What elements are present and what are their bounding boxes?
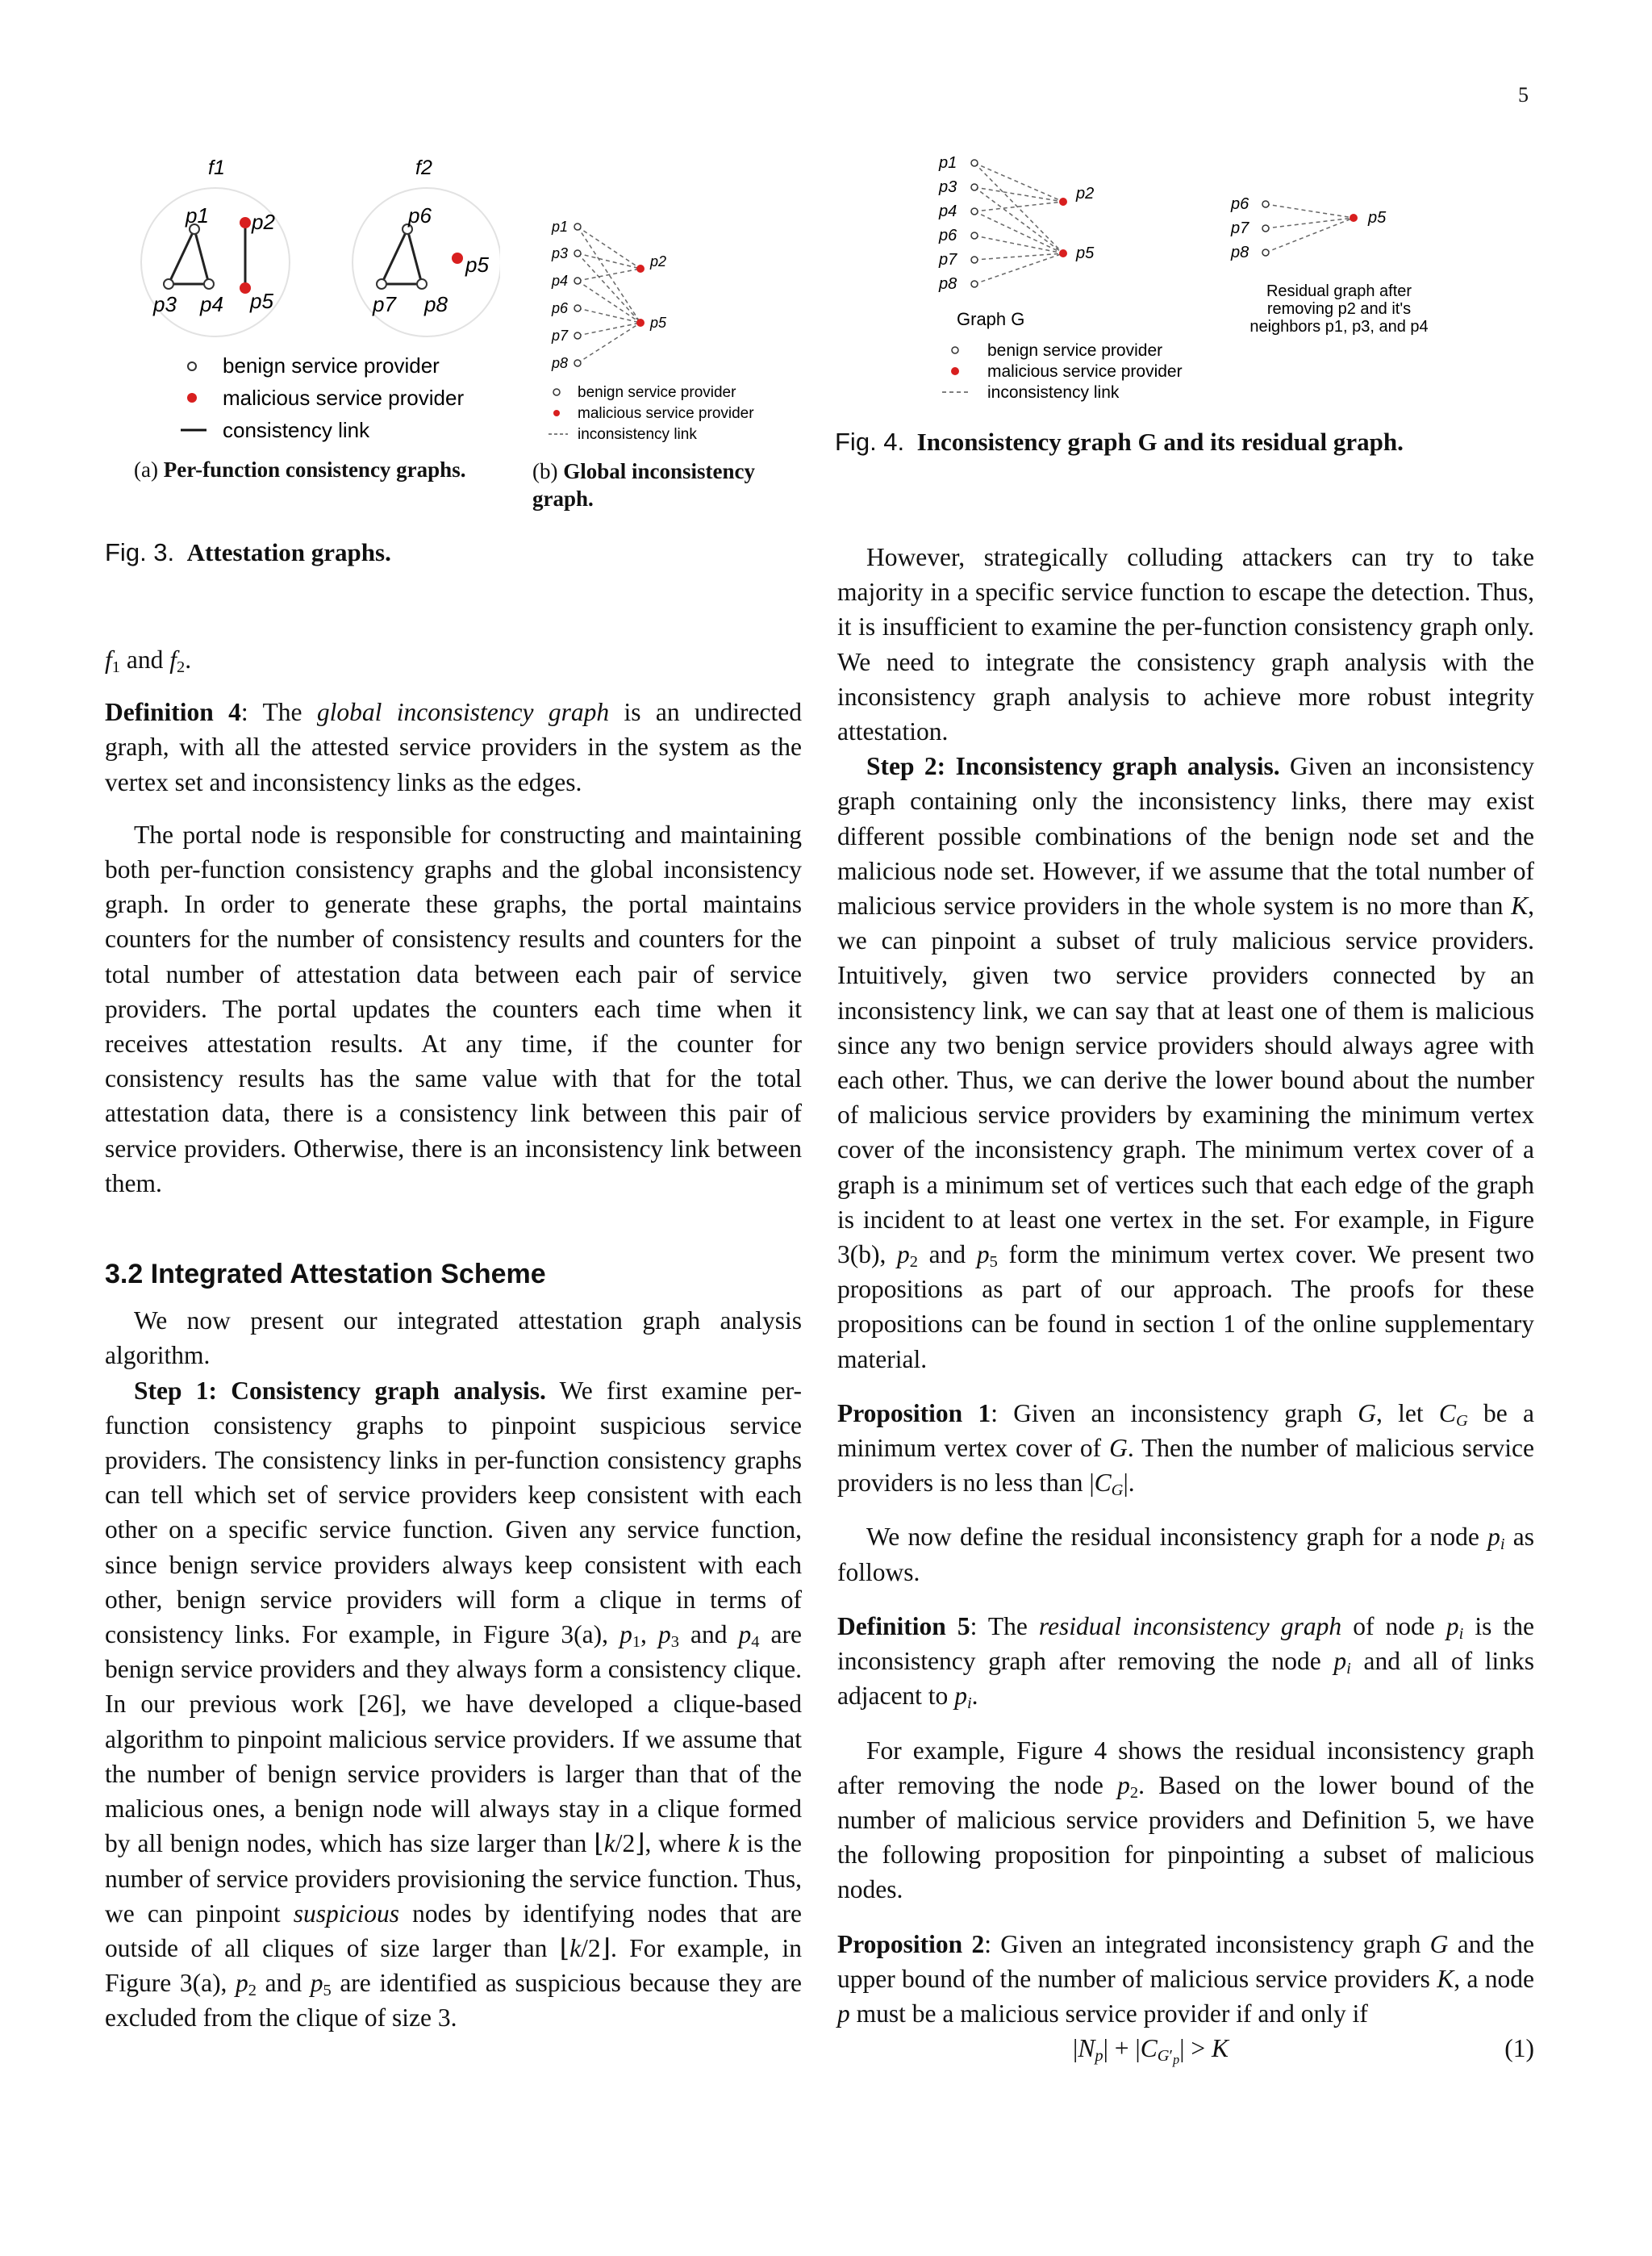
svg-text:p6: p6 [939,227,957,244]
para-however: However, strategically colluding attackers can try to take majority in a specific service function to escape the detection. Thus, it is insufficient to examine the per-function consistency graph only. We need to integrate the consistency graph analysis with the inconsistency graph analysis to achieve more robust integrity attestation. [837,543,1534,746]
svg-text:p3: p3 [552,245,569,261]
node-p7 [377,279,386,289]
svg-text:malicious service provider: malicious service provider [578,405,754,422]
node-p5 [636,319,645,327]
svg-text:p3: p3 [153,292,177,316]
svg-text:p7: p7 [939,251,957,269]
fig4-graph [928,145,1444,403]
svg-text:p8: p8 [1231,244,1249,261]
svg-text:inconsistency link: inconsistency link [578,426,697,443]
svg-text:p2: p2 [650,253,667,269]
graph-g-label: Graph G [957,309,1025,329]
svg-text:neighbors p1, p3, and p4: neighbors p1, p3, and p4 [1249,318,1429,336]
para-portal: The portal node is responsible for constructing and maintaining both per-function consistency graphs and the global inconsistency graph. In order to generate these graphs, the portal maintains counters for the number of consistency results and counters for the total number of attestation data between each pair of service providers. The portal updates the counters each time when it receives attestation results. At any time, if the counter for consistency results has the same value with that for the total attestation data, there is a consistency link between this pair of service providers. Otherwise, there is an inconsistency link between them. [105,820,802,1197]
f2-label: f2 [415,157,432,179]
svg-text:benign service provider: benign service provider [578,384,736,401]
node-p3 [164,279,173,289]
svg-text:p5: p5 [1076,244,1095,262]
svg-text:p1: p1 [186,203,209,228]
svg-text:p5: p5 [650,315,667,331]
svg-text:p4: p4 [552,273,569,289]
fig4-caption: Fig. 4. Inconsistency graph G and its residual graph. [835,428,1404,456]
svg-text:p7: p7 [552,328,569,344]
svg-text:p8: p8 [424,292,448,316]
node-p5 [240,282,251,294]
node-p4 [204,279,214,289]
fragment-line: $f_1$ and $f_2$. [105,645,192,677]
node-p5b [452,253,463,264]
fig3b-caption: (b) Global inconsistency graph. [532,459,756,511]
fig3-caption: Fig. 3. Attestation graphs. [105,538,391,566]
definition-5: Definition 5: The residual inconsistency graph of node $p_i$ is the inconsistency graph after removing the node $p_i$ and all of links adjacent to $p_i$. [837,1611,1535,1713]
right-column [837,540,1534,2070]
svg-text:p1: p1 [552,219,569,235]
svg-text:p4: p4 [200,292,223,316]
para-example: For example, Figure 4 shows the residual inconsistency graph after removing the node $p_2$. Based on the lower bound of the number of malicious service providers and Definition 5, we have the following proposition for pinpointing a subset of malicious nodes. [837,1736,1534,1904]
svg-text:p6: p6 [552,300,569,316]
proposition-1: Proposition 1: Given an inconsistency graph G, let $C_G$ be a minimum vertex cover of G. Then the number of malicious service providers is no less than $|C_G|$. [837,1398,1535,1500]
node-p8 [417,279,427,289]
equation-1: $|N_p| + |C_{G'_p}| > K$ (1) [837,2031,1534,2070]
svg-text:p5: p5 [250,289,273,313]
node-p2 [636,265,645,273]
svg-text:p3: p3 [939,178,957,196]
fig3a-caption: (a) Per-function consistency graphs. [134,457,466,482]
fig3a-graph [129,145,500,452]
svg-text:malicious service provider: malicious service provider [987,362,1183,381]
svg-text:p5: p5 [1368,209,1387,227]
svg-text:p2: p2 [252,210,275,234]
node-p2 [240,217,251,228]
svg-text:p4: p4 [939,203,957,220]
svg-text:p7: p7 [1231,219,1249,237]
svg-text:p8: p8 [552,355,569,371]
svg-text:p5: p5 [465,253,489,277]
svg-text:removing p2 and it's: removing p2 and it's [1266,300,1412,318]
svg-text:p8: p8 [939,275,957,293]
page-number: 5 [1518,83,1529,107]
svg-text:p2: p2 [1076,185,1095,203]
svg-text:Residual graph after: Residual graph after [1266,282,1412,300]
para-step1: Step 1: Consistency graph analysis. We first examine per-function consistency graphs to pinpoint suspicious service providers. The consistency links in per-function consistency graphs can tell which set of service providers keep consistent with each other on a specific service function. Given any service function, since benign service providers always keep consistent with each other, benign service providers will form a clique in terms of consistency links. For example, in Figure 3(a), $p_1$, $p_3$ and $p_4$ are benign service providers and they always form a consistency clique. In our previous work [26], we have developed a clique-based algorithm to pinpoint malicious service providers. If we assume that the number of benign service providers is larger than that of the malicious ones, a benign node will always stay in a clique formed by all benign nodes, which has size larger than ⌊k/2⌋, where k is the number of service providers provisioning the service function. Thus, we can pinpoint suspicious nodes by identifying nodes that are outside of all cliques of size larger than ⌊k/2⌋. For example, in Figure 3(a), $p_2$ and $p_5$ are identified as suspicious because they are excluded from the clique of size 3. [105,1376,803,2032]
legend-benign: benign service provider [223,353,440,378]
fig3b-graph [540,210,782,444]
f1-label: f1 [208,157,225,179]
svg-text:p1: p1 [939,154,957,172]
para-define: We now define the residual inconsistency graph for a node $p_i$ as follows. [837,1523,1534,1586]
section-title: 3.2 Integrated Attestation Scheme [105,1259,546,1290]
svg-text:p6: p6 [1231,195,1249,213]
svg-text:p6: p6 [408,203,432,228]
svg-text:p7: p7 [373,292,396,316]
legend-malicious: malicious service provider [223,386,465,410]
para-intro: We now present our integrated attestation graph analysis algorithm. [105,1306,802,1370]
svg-text:benign service provider: benign service provider [987,341,1163,360]
definition-4: Definition 4: The global inconsistency graph is an undirected graph, with all the attested service providers in the system as the vertex set and inconsistency links as the edges. [105,698,802,796]
svg-text:inconsistency link: inconsistency link [987,383,1120,402]
para-step2: Step 2: Inconsistency graph analysis. Given an inconsistency graph containing only the inconsistency links, there may exist different possible combinations of the benign node set and the malicious node set. However, if we assume that the total number of malicious service providers in the whole system is no more than K, we can pinpoint a subset of truly malicious service providers. Intuitively, given two service providers connected by an inconsistency link, we can say that at least one of them is malicious since any two benign service providers should always agree with each other. Thus, we can derive the lower bound about the number of malicious service providers by examining the minimum vertex cover of the inconsistency graph. The minimum vertex cover of a graph is a minimum set of vertices such that each edge of the graph is incident to at least one vertex in the set. For example, in Figure 3(b), $p_2$ and $p_5$ form the minimum vertex cover. We present two propositions as part of our approach. The proofs for these propositions can be found in section 1 of the online supplementary material. [837,752,1535,1373]
proposition-2: Proposition 2: Given an integrated inconsistency graph G and the upper bound of the number of malicious service providers K, a node p must be a malicious service provider if and only if [837,1929,1534,2028]
left-column [105,642,802,2036]
equation-number: (1) [1504,2034,1534,2063]
legend-consistency: consistency link [223,418,370,442]
